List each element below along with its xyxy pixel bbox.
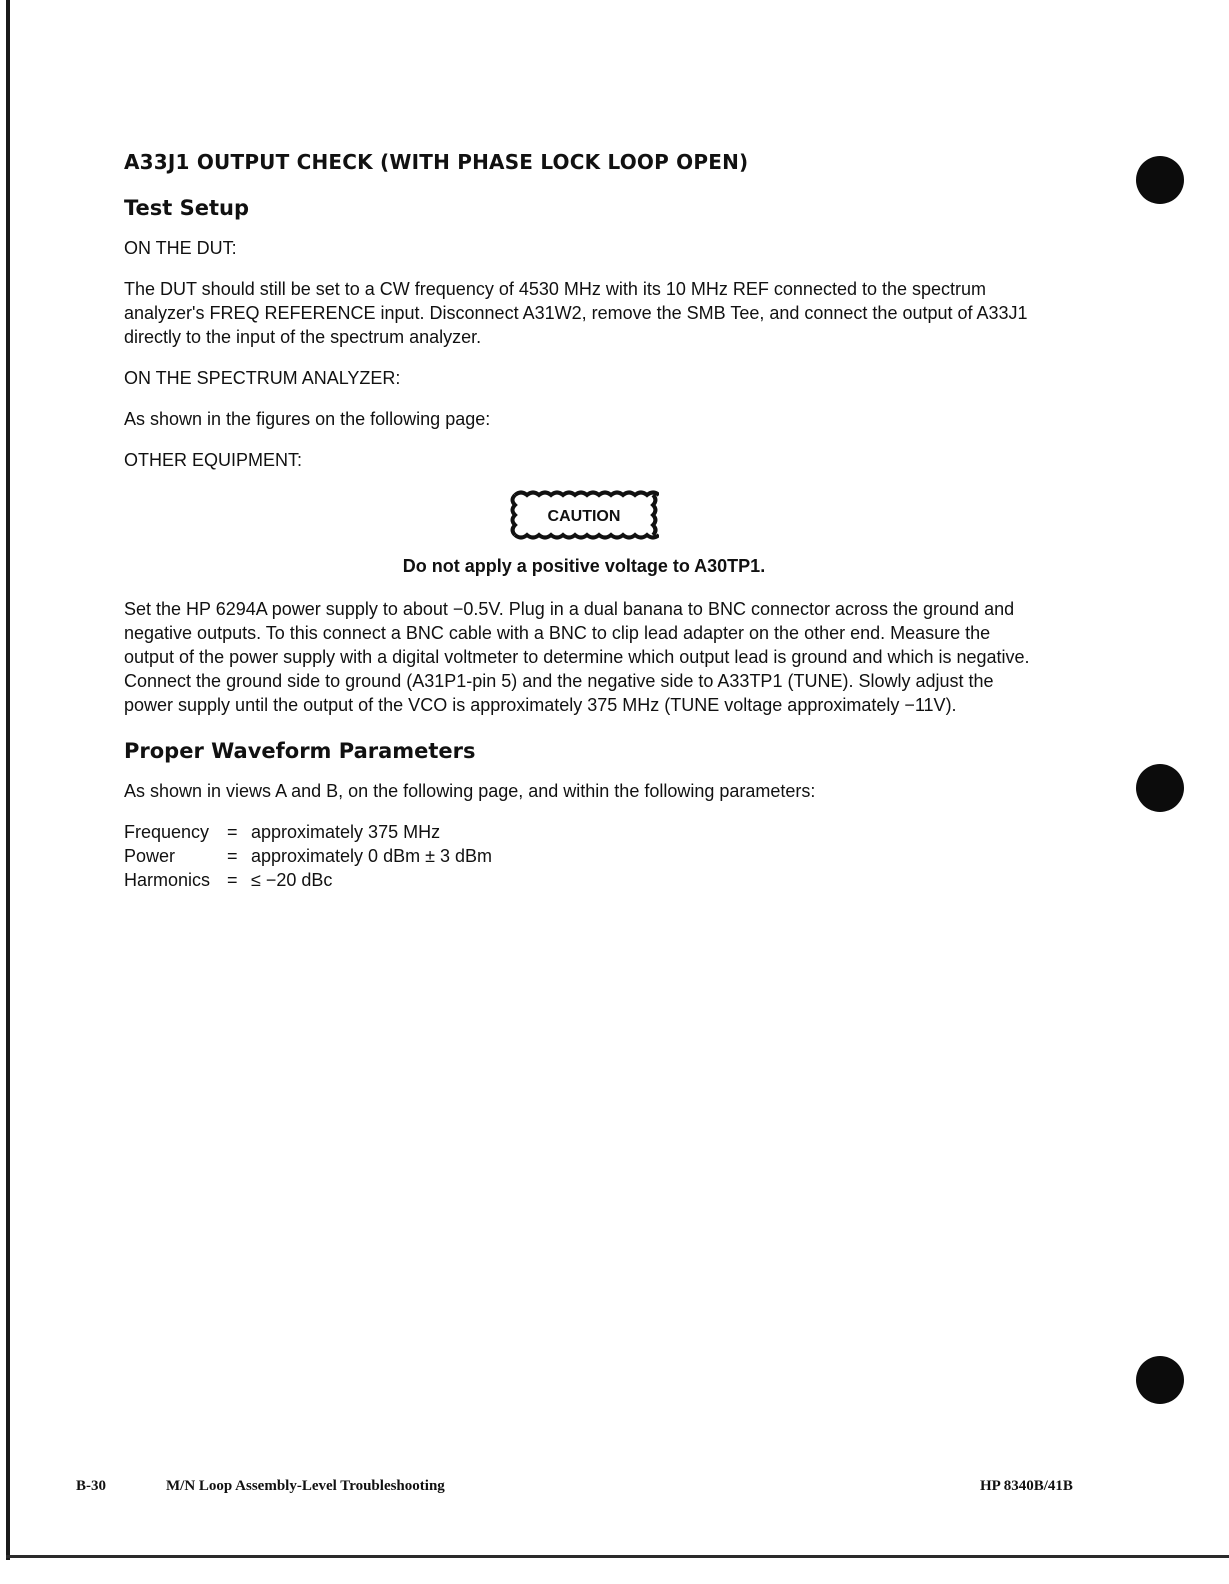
param-name-power: Power <box>124 846 176 866</box>
param-eq-harmonics: = <box>227 870 238 890</box>
caution-box <box>124 489 1044 546</box>
procedure-text: Set the HP 6294A power supply to about −0.5V. Plug in a dual banana to BNC connector across the ground and negative outputs. To this connect a BNC cable with a BNC to clip lead adapter on the other end. Measure the output of the power supply with a digital voltmeter to determine which output lead is ground and which is negative. Connect the ground side to ground (A31P1-pin 5) and the negative side to A33TP1 (TUNE). Slowly adjust the power supply until the output of the VCO is approximately 375 MHz (TUNE voltage approximately −11V). <box>124 599 1030 715</box>
page-edge-left <box>6 0 10 1560</box>
footer-section: M/N Loop Assembly-Level Troubleshooting <box>166 1478 445 1494</box>
page-content <box>124 150 1044 892</box>
param-value-harmonics: ≤ −20 dBc <box>251 870 333 890</box>
test-setup-heading: Test Setup <box>124 196 250 220</box>
page-edge-bottom <box>6 1555 1229 1558</box>
footer-model: HP 8340B/41B <box>980 1478 1073 1494</box>
waveform-intro: As shown in views A and B, on the following page, and within the following parameters: <box>124 781 816 801</box>
footer-page-number: B-30 <box>76 1478 106 1494</box>
on-dut-text: The DUT should still be set to a CW frequency of 4530 MHz with its 10 MHz REF connected to the spectrum analyzer's FREQ REFERENCE input. Disconnect A31W2, remove the SMB Tee, and connect the output of A33J1 directly to the input of the spectrum analyzer. <box>124 279 1028 347</box>
caution-banner-icon <box>509 489 659 541</box>
param-name-harmonics: Harmonics <box>124 870 211 890</box>
param-eq-frequency: = <box>227 822 238 842</box>
on-analyzer-label: ON THE SPECTRUM ANALYZER: <box>124 368 401 388</box>
section-title: A33J1 OUTPUT CHECK (WITH PHASE LOCK LOOP OPEN) <box>124 150 749 174</box>
on-dut-label: ON THE DUT: <box>124 238 237 258</box>
binder-hole-middle <box>1136 764 1184 812</box>
on-analyzer-text: As shown in the figures on the following page: <box>124 409 491 429</box>
caution-text: Do not apply a positive voltage to A30TP1. <box>402 556 766 576</box>
other-equipment-label: OTHER EQUIPMENT: <box>124 450 303 470</box>
binder-hole-top <box>1136 156 1184 204</box>
caution-label: CAUTION <box>547 508 621 525</box>
param-name-frequency: Frequency <box>124 822 210 842</box>
waveform-heading: Proper Waveform Parameters <box>124 739 476 763</box>
binder-hole-bottom <box>1136 1356 1184 1404</box>
param-value-power: approximately 0 dBm ± 3 dBm <box>251 846 492 866</box>
param-eq-power: = <box>227 846 238 866</box>
waveform-params <box>124 820 1044 892</box>
param-value-frequency: approximately 375 MHz <box>251 822 441 842</box>
